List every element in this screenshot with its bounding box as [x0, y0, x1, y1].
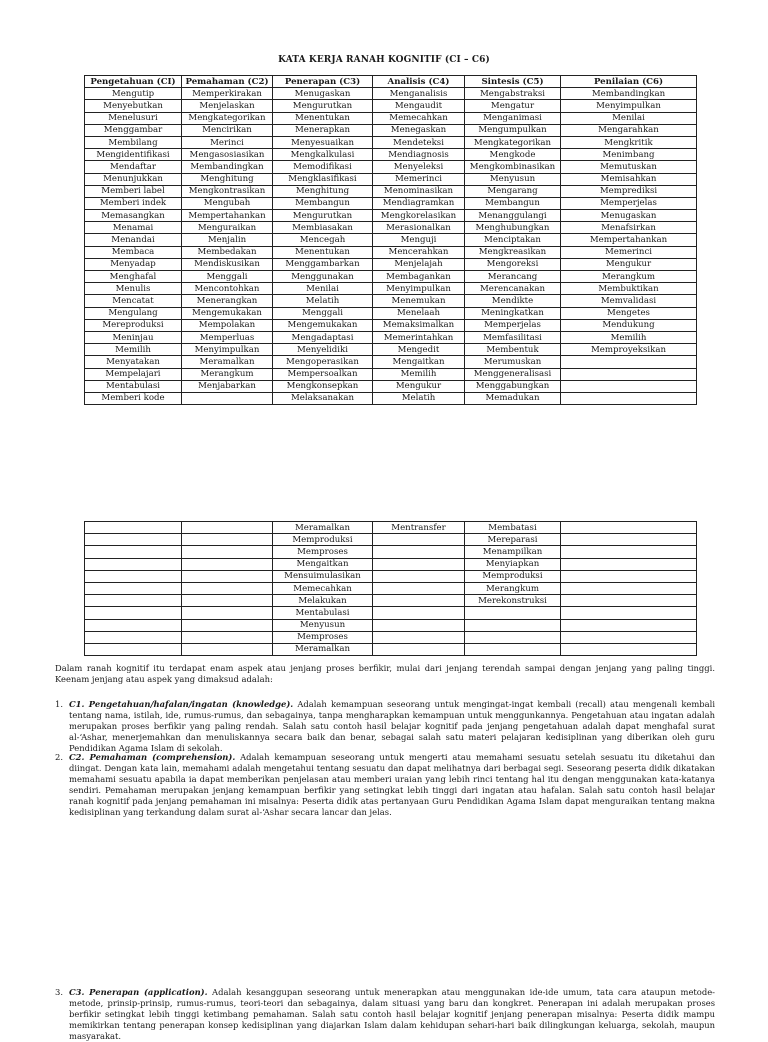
table-cell: Mencirikan [182, 124, 273, 136]
table-cell: Mengoperasikan [273, 356, 373, 368]
table-row [85, 197, 697, 209]
table-cell: Mereparasi [465, 534, 561, 546]
table-cell [182, 570, 273, 582]
table-cell: Mengkombinasikan [465, 161, 561, 173]
table-cell: Memilih [561, 331, 697, 343]
table-cell: Mengubah [182, 197, 273, 209]
table-cell: Membaca [85, 246, 182, 258]
table-cell: Memaksimalkan [373, 319, 465, 331]
table-cell: Menominasikan [373, 185, 465, 197]
table-cell: Mengkalkulasi [273, 149, 373, 161]
table-cell: Mendukung [561, 319, 697, 331]
verb-table-continuation [84, 521, 697, 656]
table-cell [373, 558, 465, 570]
table-cell: Mengetes [561, 307, 697, 319]
table-cell: Memasangkan [85, 210, 182, 222]
table-cell [373, 595, 465, 607]
table-cell: Menugaskan [273, 88, 373, 100]
table-cell: Mengedit [373, 344, 465, 356]
table-cell [182, 392, 273, 404]
table-cell [182, 631, 273, 643]
table-row [85, 631, 697, 643]
table-row [85, 149, 697, 161]
item-text: Adalah kesanggupan seseorang untuk menerapkan atau menggunakan ide-ide umum, tata cara ataupun metode-metode, prinsip-prinsip, rumus-rumus, teori-teori dan sebagainya, dalam situasi yang baru dan kongkret. Penerapan ini adalah merupakan proses berfikir setingkat lebih tinggi ketimbang pemahaman. Salah satu contoh hasil belajar kognitif jenjang penerapan misalnya: Peserta didik mampu memikirkan tentang penerapan konsep kedisiplinan yang diajarkan Islam dalam kehidupan sehari-hari baik dilingkungan keluarga, sekolah, maupun masyarakat. [69, 987, 715, 1041]
table-cell: Menelaah [373, 307, 465, 319]
list-number: 2. [55, 752, 63, 762]
table-row [85, 185, 697, 197]
table-cell: Menentukan [273, 112, 373, 124]
table-cell: Menerapkan [273, 124, 373, 136]
table-cell: Mengukur [561, 258, 697, 270]
column-header: Sintesis (C5) [465, 76, 561, 88]
table-cell [561, 595, 697, 607]
table-cell [85, 607, 182, 619]
table-cell: Menimbang [561, 149, 697, 161]
table-cell: Mengkategorikan [465, 136, 561, 148]
table-cell: Menciptakan [465, 234, 561, 246]
table-cell: Menggeneralisasi [465, 368, 561, 380]
table-cell: Mempertahankan [561, 234, 697, 246]
table-cell: Membandingkan [182, 161, 273, 173]
table-cell [561, 380, 697, 392]
table-cell: Memecahkan [273, 582, 373, 594]
table-cell: Mengurutkan [273, 210, 373, 222]
table-cell [85, 534, 182, 546]
table-cell: Mengkategorikan [182, 112, 273, 124]
table-cell [373, 631, 465, 643]
table-cell: Menyelidiki [273, 344, 373, 356]
table-cell: Menghubungkan [465, 222, 561, 234]
table-cell: Memperjelas [465, 319, 561, 331]
table-cell: Menggambar [85, 124, 182, 136]
table-row [85, 234, 697, 246]
table-cell [465, 619, 561, 631]
table-cell: Meramalkan [182, 356, 273, 368]
table-cell: Mengemukakan [182, 307, 273, 319]
table-cell: Menjelaskan [182, 100, 273, 112]
table-cell [85, 595, 182, 607]
table-cell [182, 546, 273, 558]
item-text: Adalah kemampuan seseorang untuk mengingat-ingat kembali (recall) atau mengenali kembali tentang nama, istilah, ide, rumus-rumus, dan sebagainya, tanpa mengharapkan kemampuan untuk menggunkannya. Pengetahuan atau ingatan adalah merupakan proses berfikir yang paling rendah. Salah satu contoh hasil belajar kognitif pada jenjang pengetahuan adalah dapat menghafal surat al-‘Ashar, menerjemahkan dan menuliskannya secara baik dan benar, sebagai salah satu materi pelajaran kedisiplinan yang diberikan oleh guru Pendidikan Agama Islam di sekolah. [69, 699, 715, 753]
table-cell: Merangkum [561, 271, 697, 283]
table-cell [373, 619, 465, 631]
table-row [85, 607, 697, 619]
table-cell: Menyesuaikan [273, 136, 373, 148]
table-cell: Mencatat [85, 295, 182, 307]
table-cell: Mengaitkan [373, 356, 465, 368]
table-cell: Mentransfer [373, 522, 465, 534]
table-cell: Memecahkan [373, 112, 465, 124]
table-cell: Memproduksi [273, 534, 373, 546]
table-cell [85, 570, 182, 582]
table-cell: Memodifikasi [273, 161, 373, 173]
table-row [85, 582, 697, 594]
table-row [85, 558, 697, 570]
table-cell [561, 392, 697, 404]
table-cell: Mempertahankan [182, 210, 273, 222]
item-term: C3. Penerapan (application). [69, 987, 208, 997]
table-cell: Membentuk [465, 344, 561, 356]
table-cell [465, 643, 561, 655]
table-cell: Melakukan [273, 595, 373, 607]
verb-table-main [84, 75, 697, 405]
table-cell: Menyeleksi [373, 161, 465, 173]
table-cell: Mengoreksi [465, 258, 561, 270]
table-row [85, 222, 697, 234]
table-cell: Menyadap [85, 258, 182, 270]
table-cell: Menyimpulkan [182, 344, 273, 356]
table-cell: Meninjau [85, 331, 182, 343]
table-cell [182, 582, 273, 594]
table-cell [373, 607, 465, 619]
table-cell: Menelusuri [85, 112, 182, 124]
table-cell: Menggambarkan [273, 258, 373, 270]
table-cell: Mengkode [465, 149, 561, 161]
table-cell [85, 582, 182, 594]
table-cell: Mengkontrasikan [182, 185, 273, 197]
table-cell: Mengabstraksi [465, 88, 561, 100]
table-cell [561, 558, 697, 570]
table-cell: Menghafal [85, 271, 182, 283]
table-cell: Melaksanakan [273, 392, 373, 404]
table-cell: Memperjelas [561, 197, 697, 209]
table-cell: Menguraikan [182, 222, 273, 234]
table-cell: Menampilkan [465, 546, 561, 558]
table-cell [373, 534, 465, 546]
table-cell [465, 607, 561, 619]
table-cell [373, 582, 465, 594]
table-cell: Merangkum [465, 582, 561, 594]
table-cell: Merancang [465, 271, 561, 283]
table-cell: Membangun [465, 197, 561, 209]
table-cell: Menandai [85, 234, 182, 246]
table-cell: Menganimasi [465, 112, 561, 124]
table-cell [182, 558, 273, 570]
table-row [85, 295, 697, 307]
table-cell: Mengidentifikasi [85, 149, 182, 161]
item-term: C2. Pemahaman (comprehension). [69, 752, 236, 762]
table-cell: Menyatakan [85, 356, 182, 368]
table-cell: Menentukan [273, 246, 373, 258]
table-cell: Menyiapkan [465, 558, 561, 570]
table-cell: Memerinci [373, 173, 465, 185]
table-cell [465, 631, 561, 643]
table-cell [561, 522, 697, 534]
table-row [85, 522, 697, 534]
table-cell: Memilih [373, 368, 465, 380]
table-cell: Melatih [273, 295, 373, 307]
table-row [85, 356, 697, 368]
column-header: Penilaian (C6) [561, 76, 697, 88]
table-cell: Melatih [373, 392, 465, 404]
table-cell: Menggabungkan [465, 380, 561, 392]
table-row [85, 136, 697, 148]
table-cell [561, 546, 697, 558]
table-cell: Mengutip [85, 88, 182, 100]
table-cell: Merumuskan [465, 356, 561, 368]
table-cell: Merangkum [182, 368, 273, 380]
table-row [85, 124, 697, 136]
table-cell: Menjalin [182, 234, 273, 246]
table-cell: Mengaitkan [273, 558, 373, 570]
table-cell: Memerintahkan [373, 331, 465, 343]
column-header: Penerapan (C3) [273, 76, 373, 88]
table-cell: Menjabarkan [182, 380, 273, 392]
table-cell: Memerinci [561, 246, 697, 258]
table-cell: Menghitung [273, 185, 373, 197]
table-header-row [85, 76, 697, 88]
table-cell: Mengulang [85, 307, 182, 319]
table-cell: Menanggulangi [465, 210, 561, 222]
table-cell: Memproses [273, 546, 373, 558]
column-header: Pengetahuan (CI) [85, 76, 182, 88]
table-cell: Menggali [273, 307, 373, 319]
table-cell: Menganalisis [373, 88, 465, 100]
table-cell: Meramalkan [273, 522, 373, 534]
table-cell: Mengaudit [373, 100, 465, 112]
table-row [85, 283, 697, 295]
table-row [85, 88, 697, 100]
table-cell: Mengkorelasikan [373, 210, 465, 222]
table-row [85, 380, 697, 392]
table-cell: Membangun [273, 197, 373, 209]
table-cell [182, 643, 273, 655]
table-row [85, 546, 697, 558]
table-cell: Memberi indek [85, 197, 182, 209]
table-cell: Menamai [85, 222, 182, 234]
table-cell [85, 643, 182, 655]
table-cell: Mengkritik [561, 136, 697, 148]
table-row [85, 595, 697, 607]
table-cell [561, 582, 697, 594]
table-cell: Mengumpulkan [465, 124, 561, 136]
list-item [55, 752, 715, 818]
table-cell: Mendaftar [85, 161, 182, 173]
table-cell: Mencegah [273, 234, 373, 246]
table-cell: Mentabulasi [273, 607, 373, 619]
table-cell: Mendiskusikan [182, 258, 273, 270]
table-cell: Meramalkan [273, 643, 373, 655]
table-cell: Menggali [182, 271, 273, 283]
table-cell: Mengarang [465, 185, 561, 197]
table-cell: Membatasi [465, 522, 561, 534]
table-cell: Membilang [85, 136, 182, 148]
table-row [85, 173, 697, 185]
list-number: 1. [55, 699, 63, 709]
table-row [85, 246, 697, 258]
table-cell [561, 607, 697, 619]
table-cell [561, 619, 697, 631]
table-cell: Memproduksi [465, 570, 561, 582]
table-cell: Menafsirkan [561, 222, 697, 234]
table-cell: Mengukur [373, 380, 465, 392]
table-cell: Memutuskan [561, 161, 697, 173]
table-cell: Meningkatkan [465, 307, 561, 319]
table-cell: Memperluas [182, 331, 273, 343]
table-cell: Mengklasifikasi [273, 173, 373, 185]
table-cell [182, 607, 273, 619]
table-cell: Memisahkan [561, 173, 697, 185]
table-cell: Merencanakan [465, 283, 561, 295]
table-cell: Merasionalkan [373, 222, 465, 234]
table-cell [373, 546, 465, 558]
table-cell: Menguji [373, 234, 465, 246]
table-cell: Menyimpulkan [561, 100, 697, 112]
table-row [85, 331, 697, 343]
item-term: C1. Pengetahuan/hafalan/ingatan (knowledge). [69, 699, 294, 709]
table-cell [561, 368, 697, 380]
table-cell [85, 619, 182, 631]
table-cell [561, 631, 697, 643]
table-cell [85, 631, 182, 643]
table-cell: Menerangkan [182, 295, 273, 307]
table-row [85, 271, 697, 283]
table-cell [561, 570, 697, 582]
table-cell: Mengurutkan [273, 100, 373, 112]
table-cell: Membedakan [182, 246, 273, 258]
list-item [55, 699, 715, 754]
table-cell: Memvalidasi [561, 295, 697, 307]
table-cell [85, 522, 182, 534]
table-row [85, 112, 697, 124]
table-row [85, 161, 697, 173]
table-cell: Menunjukkan [85, 173, 182, 185]
table-row [85, 258, 697, 270]
table-cell [182, 619, 273, 631]
table-cell: Menemukan [373, 295, 465, 307]
table-cell [182, 522, 273, 534]
table-cell: Membagankan [373, 271, 465, 283]
table-cell: Memproses [273, 631, 373, 643]
table-cell: Memprediksi [561, 185, 697, 197]
page-title: KATA KERJA RANAH KOGNITIF (CI – C6) [278, 55, 490, 65]
table-cell: Mempelajari [85, 368, 182, 380]
table-cell: Mengemukakan [273, 319, 373, 331]
table-cell: Menyebutkan [85, 100, 182, 112]
table-row [85, 307, 697, 319]
table-cell: Menjelajah [373, 258, 465, 270]
table-cell: Menyusun [465, 173, 561, 185]
table-row [85, 534, 697, 546]
table-cell [85, 546, 182, 558]
table-cell: Mencontohkan [182, 283, 273, 295]
table-cell [182, 534, 273, 546]
table-cell: Mengkonsepkan [273, 380, 373, 392]
table-cell: Mentabulasi [85, 380, 182, 392]
table-cell [561, 643, 697, 655]
table-cell: Memilih [85, 344, 182, 356]
table-cell: Menyimpulkan [373, 283, 465, 295]
table-cell: Mempersoalkan [273, 368, 373, 380]
table-row [85, 210, 697, 222]
table-cell: Memberi label [85, 185, 182, 197]
table-row [85, 368, 697, 380]
table-cell: Menilai [561, 112, 697, 124]
list-item [55, 987, 715, 1042]
table-cell: Mempolakan [182, 319, 273, 331]
table-cell [182, 595, 273, 607]
table-cell: Memberi kode [85, 392, 182, 404]
table-cell: Mengadaptasi [273, 331, 373, 343]
table-cell: Menugaskan [561, 210, 697, 222]
table-cell: Mendiagnosis [373, 149, 465, 161]
table-cell: Menegaskan [373, 124, 465, 136]
table-cell: Menulis [85, 283, 182, 295]
item-text: Adalah kemampuan seseorang untuk mengerti atau memahami sesuatu setelah sesuatu itu diketahui dan diingat. Dengan kata lain, memahami adalah mengetahui tentang sesuatu dan dapat melihatnya dari berbagai segi. Seseorang peserta didik dikatakan memahami sesuatu apabila ia dapat memberikan penjelasan atau memberi uraian yang lebih rinci tentang hal itu dengan menggunakan kata-katanya sendiri. Pemahaman merupakan jenjang kemampuan berfikir yang setingkat lebih tinggi dari ingatan atau hafalan. Salah satu contoh hasil belajar ranah kognitif pada jenjang pemahaman ini misalnya: Peserta didik atas pertanyaan Guru Pendidikan Agama Islam dapat menguraikan tentang makna kedisiplinan yang terkandung dalam surat al-‘Ashar secara lancar dan jelas. [69, 752, 715, 817]
table-cell: Membuktikan [561, 283, 697, 295]
table-cell: Menilai [273, 283, 373, 295]
table-row [85, 570, 697, 582]
table-cell: Menyusun [273, 619, 373, 631]
table-cell: Merekonstruksi [465, 595, 561, 607]
column-header: Analisis (C4) [373, 76, 465, 88]
table-cell: Memadukan [465, 392, 561, 404]
table-cell [373, 570, 465, 582]
table-row [85, 344, 697, 356]
table-row [85, 643, 697, 655]
list-number: 3. [55, 987, 63, 997]
table-cell: Membiasakan [273, 222, 373, 234]
table-cell: Mendikte [465, 295, 561, 307]
column-header: Pemahaman (C2) [182, 76, 273, 88]
table-cell: Mengkreasikan [465, 246, 561, 258]
table-cell: Mereproduksi [85, 319, 182, 331]
table-cell: Mendiagramkan [373, 197, 465, 209]
table-cell [85, 558, 182, 570]
table-row [85, 100, 697, 112]
table-cell: Memfasilitasi [465, 331, 561, 343]
table-row [85, 619, 697, 631]
table-cell: Menghitung [182, 173, 273, 185]
table-cell: Membandingkan [561, 88, 697, 100]
table-cell: Merinci [182, 136, 273, 148]
table-cell: Mengarahkan [561, 124, 697, 136]
table-cell: Mengasosiasikan [182, 149, 273, 161]
table-row [85, 319, 697, 331]
table-cell [561, 534, 697, 546]
table-cell: Mensuimulasikan [273, 570, 373, 582]
intro-paragraph: Dalam ranah kognitif itu terdapat enam aspek atau jenjang proses berfikir, mulai dari jenjang terendah sampai dengan jenjang yang paling tinggi. Keenam jenjang atau aspek yang dimaksud adalah: [55, 663, 715, 684]
table-cell: Mengatur [465, 100, 561, 112]
table-cell: Mencerahkan [373, 246, 465, 258]
table-cell: Memproyeksikan [561, 344, 697, 356]
table-row [85, 392, 697, 404]
table-cell: Memperkirakan [182, 88, 273, 100]
table-cell [561, 356, 697, 368]
table-cell: Menggunakan [273, 271, 373, 283]
table-cell: Mendeteksi [373, 136, 465, 148]
table-cell [373, 643, 465, 655]
